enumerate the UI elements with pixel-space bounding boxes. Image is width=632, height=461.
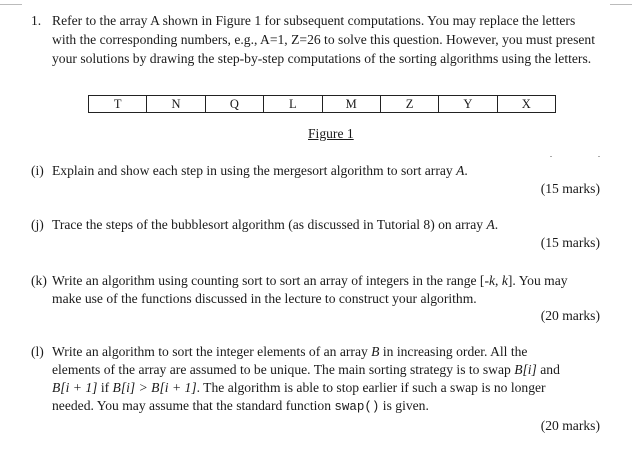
figure-caption: Figure 1 — [308, 126, 354, 141]
array-cell: N — [147, 96, 205, 112]
array-cell: T — [89, 96, 147, 112]
scan-mark — [550, 156, 552, 157]
scan-mark — [598, 156, 600, 157]
array-cell: Y — [439, 96, 497, 112]
part-l-line-4: needed. You may assume that the standard function swap() is given. — [52, 398, 429, 414]
part-j-marks: (15 marks) — [540, 235, 600, 250]
array-figure — [88, 95, 556, 113]
part-i-label: (i) — [31, 163, 44, 178]
part-l-line-3: B[i + 1] if B[i] > B[i + 1]. The algorithm is able to stop earlier if such a swap is no longer — [52, 380, 546, 395]
part-k-line-1: Write an algorithm using counting sort to sort an array of integers in the range [-k, k]. You may — [52, 273, 568, 288]
part-i-marks: (15 marks) — [540, 181, 600, 196]
part-l-line-1: Write an algorithm to sort the integer elements of an array B in increasing order. All the — [52, 344, 528, 359]
part-j-label: (j) — [31, 217, 44, 232]
array-cell: Q — [206, 96, 264, 112]
part-j-text: Trace the steps of the bubblesort algorithm (as discussed in Tutorial 8) on array A. — [52, 217, 499, 232]
array-cell: X — [521, 97, 531, 111]
question-intro-line-2: with the corresponding numbers, e.g., A=1, Z=26 to solve this question. However, you must present — [52, 32, 595, 47]
array-cell: Z — [381, 96, 439, 112]
array-cell: M — [323, 96, 381, 112]
part-k-label: (k) — [31, 273, 47, 288]
part-k-marks: (20 marks) — [540, 308, 600, 323]
part-l-line-2: elements of the array are assumed to be unique. The main sorting strategy is to swap B[i] and — [52, 362, 560, 377]
part-l-label: (l) — [31, 344, 44, 359]
part-i-text: Explain and show each step in using the mergesort algorithm to sort array A. — [52, 163, 468, 178]
page-corner-mark — [0, 0, 22, 5]
part-l-marks: (20 marks) — [540, 418, 600, 433]
question-number: 1. — [31, 13, 42, 28]
part-k-line-2: make use of the functions discussed in the lecture to construct your algorithm. — [52, 291, 477, 306]
array-cell: L — [264, 96, 322, 112]
question-intro-line-3: your solutions by drawing the step-by-step computations of the sorting algorithms using the letters. — [52, 51, 592, 66]
page-corner-mark — [610, 0, 632, 5]
question-intro-line-1: Refer to the array A shown in Figure 1 for subsequent computations. You may replace the letters — [52, 13, 576, 28]
